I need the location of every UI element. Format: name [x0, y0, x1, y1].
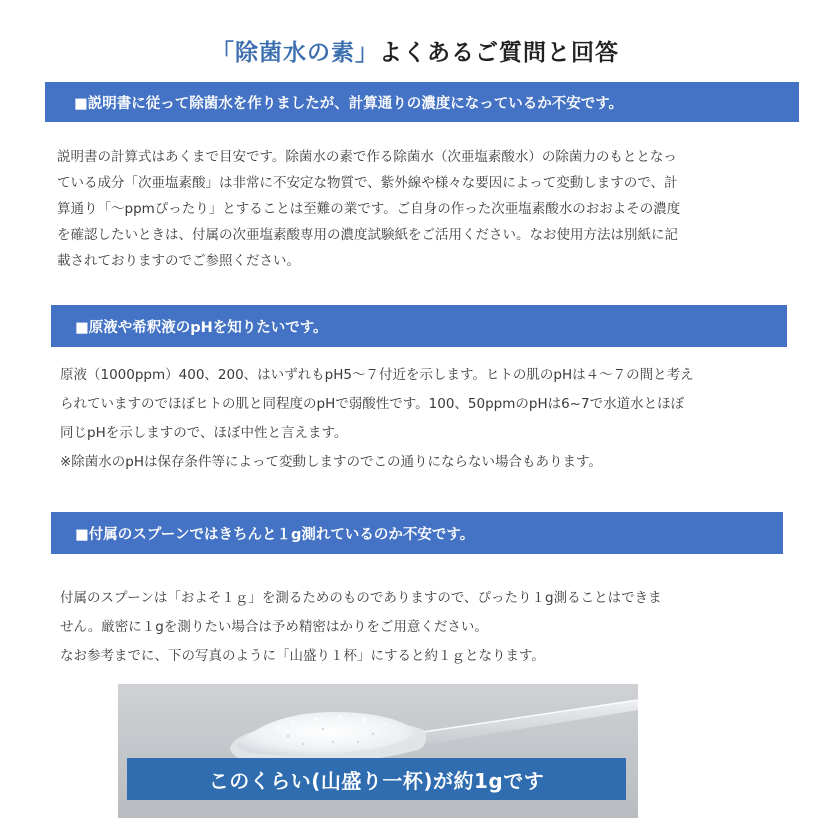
faq-answer-line: 載されておりますのでご参照ください。: [57, 253, 300, 269]
faq-answer-line: ている成分「次亜塩素酸」は非常に不安定な物質で、紫外線や様々な要因によって変動しますので、計: [57, 175, 678, 191]
faq-question-1: ■説明書に従って除菌水を作りましたが、計算通りの濃度になっているか不安です。: [45, 82, 799, 122]
faq-answer-line: なお参考までに、下の写真のように「山盛り１杯」にすると約１ｇとなります。: [60, 648, 545, 664]
faq-answer-line: 算通り「～ppmぴったり」とすることは至難の業です。ご自身の作った次亜塩素酸水のおおよその濃度: [57, 201, 681, 217]
faq-answer-1: [57, 144, 680, 274]
faq-answer-line: を確認したいときは、付属の次亜塩素酸専用の濃度試験紙をご活用ください。なお使用方法は別紙に記: [57, 227, 678, 243]
page-title-rest: よくあるご質問と回答: [379, 40, 619, 66]
faq-answer-line: 同じpHを示しますので、ほぼ中性と言えます。: [60, 425, 348, 441]
spoon-photo: [118, 684, 638, 818]
photo-caption-banner: このくらい(山盛り一杯)が約1gです: [127, 758, 626, 800]
faq-answer-3: [60, 584, 662, 671]
faq-answer-line: せん。厳密に１gを測りたい場合は予め精密はかりをご用意ください。: [60, 619, 488, 635]
faq-answer-line: ※除菌水のpHは保存条件等によって変動しますのでこの通りにならない場合もあります。: [60, 454, 602, 470]
faq-answer-line: られていますのでほぼヒトの肌と同程度のpHで弱酸性です。100、50ppmのpHは6~7で水道水とほぼ: [60, 396, 685, 412]
faq-question-2: ■原液や希釈液のpHを知りたいです。: [51, 305, 787, 347]
faq-answer-line: 説明書の計算式はあくまで目安です。除菌水の素で作る除菌水（次亜塩素酸水）の除菌力のもととなっ: [57, 149, 677, 165]
faq-question-3: ■付属のスプーンではきちんと１g測れているのか不安です。: [51, 512, 783, 554]
faq-answer-2: [60, 361, 694, 477]
page-title: [0, 34, 830, 67]
page-title-accent: 「除菌水の素」: [211, 40, 379, 66]
faq-answer-line: 付属のスプーンは「およそ１ｇ」を測るためのものでありますので、ぴったり１g測ることはできま: [60, 590, 662, 606]
faq-answer-line: 原液（1000ppm）400、200、はいずれもpH5～７付近を示します。ヒトの肌のpHは４～７の間と考え: [60, 367, 694, 383]
